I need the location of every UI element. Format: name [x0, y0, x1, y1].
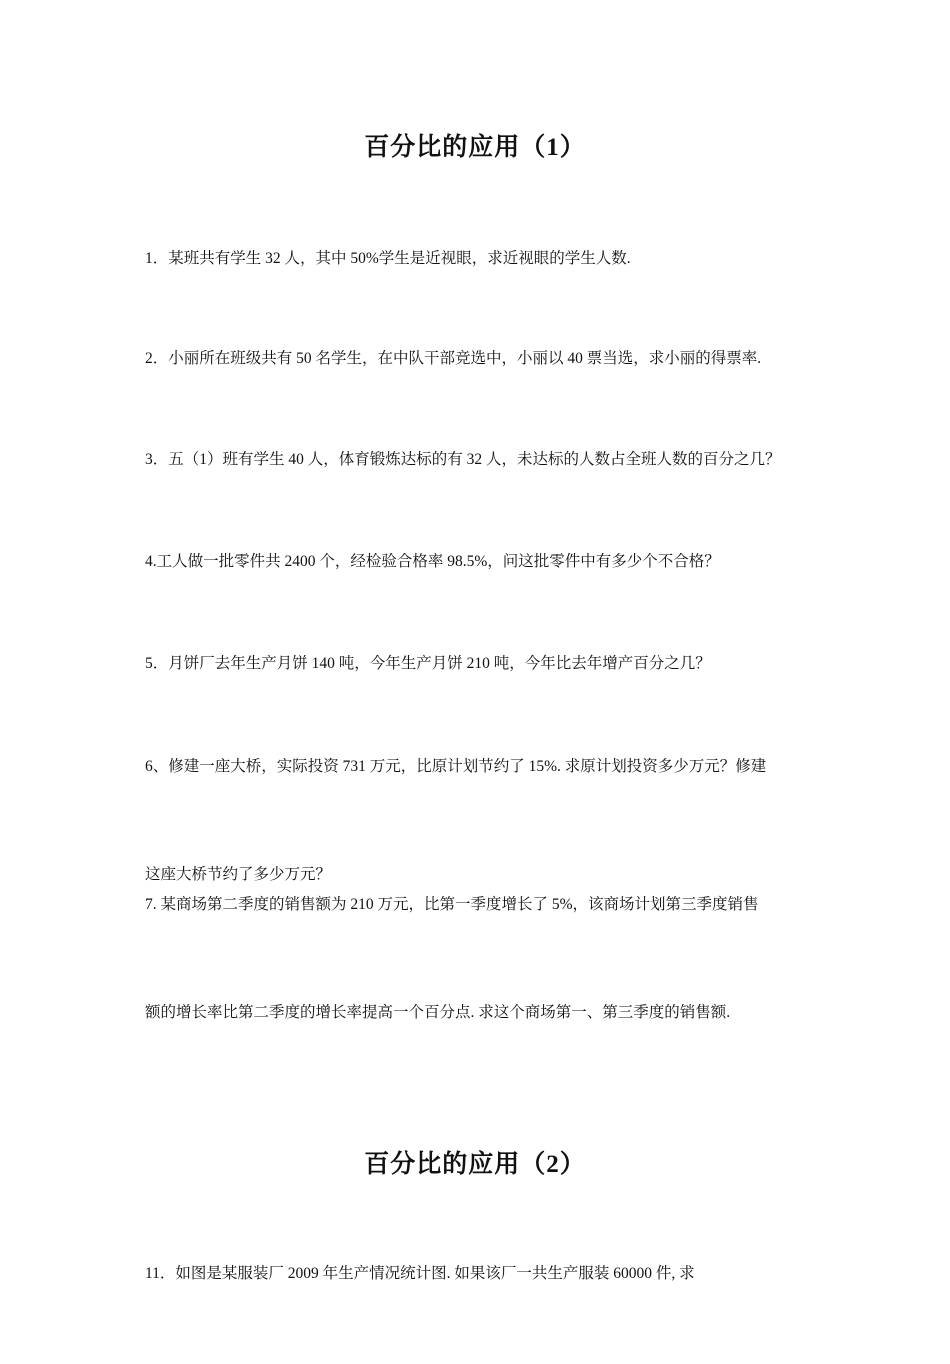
question-11 — [145, 1184, 810, 1364]
question-7 — [145, 815, 810, 1103]
question-line: 1．某班共有学生 32 人，其中 50%学生是近视眼，求近视眼的学生人数. — [145, 250, 631, 267]
question-line: 11．如图是某服装厂 2009 年生产情况统计图. 如果该厂一共生产服装 60000 件, 求 — [145, 1265, 695, 1282]
question-line: 这座大桥节约了多少万元？ — [145, 866, 332, 883]
question-line: 3．五（1）班有学生 40 人，体育锻炼达标的有 32 人，未达标的人数占全班人数的百分之几？ — [145, 451, 781, 468]
section-2-title: 百分比的应用（2） — [364, 1151, 586, 1178]
question-line: 5．月饼厂去年生产月饼 140 吨，今年生产月饼 210 吨，今年比去年增产百分之几？ — [145, 655, 711, 672]
section-1-title: 百分比的应用（1） — [364, 134, 586, 161]
question-line: 额的增长率比第二季度的增长率提高一个百分点. 求这个商场第一、第三季度的销售额. — [145, 1004, 731, 1021]
question-line: 7. 某商场第二季度的销售额为 210 万元，比第一季度增长了 5%，该商场计划第三季度销售 — [145, 896, 759, 913]
question-line: 2．小丽所在班级共有 50 名学生，在中队干部竞选中，小丽以 40 票当选，求小丽的得票率. — [145, 350, 762, 367]
question-line: 6、修建一座大桥，实际投资 731 万元，比原计划节约了 15%. 求原计划投资多少万元？修建 — [145, 758, 767, 775]
question-line: 4.工人做一批零件共 2400 个，经检验合格率 98.5%，问这批零件中有多少个不合格？ — [145, 553, 720, 570]
